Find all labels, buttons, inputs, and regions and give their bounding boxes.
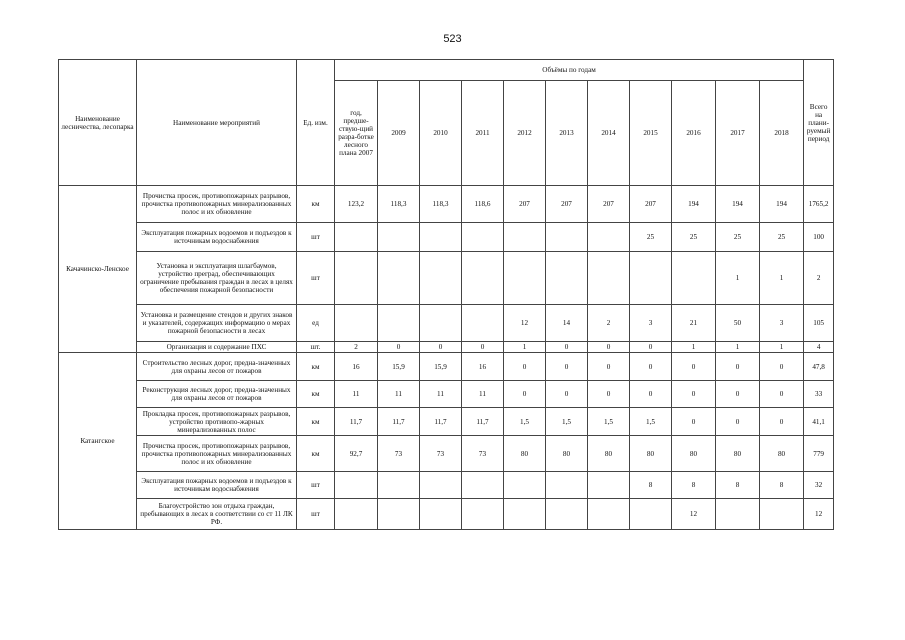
value-cell: 0 — [504, 381, 546, 408]
value-cell: 1 — [672, 342, 716, 353]
value-cell — [462, 223, 504, 252]
value-cell: 11,7 — [335, 408, 378, 436]
value-cell: 25 — [672, 223, 716, 252]
value-cell: 0 — [546, 353, 588, 381]
header-year: 2014 — [588, 81, 630, 186]
value-cell — [335, 252, 378, 305]
value-cell: 0 — [630, 353, 672, 381]
unit-cell: шт — [297, 499, 335, 530]
value-cell: 1,5 — [630, 408, 672, 436]
value-cell — [588, 223, 630, 252]
unit-cell: км — [297, 381, 335, 408]
value-cell — [378, 305, 420, 342]
value-cell: 0 — [716, 381, 760, 408]
value-cell — [588, 499, 630, 530]
value-cell: 14 — [546, 305, 588, 342]
value-cell: 118,3 — [420, 186, 462, 223]
value-cell — [504, 223, 546, 252]
measure-name: Реконструкция лесных дорог, предна-значенных для охраны лесов от пожаров — [137, 381, 297, 408]
value-cell: 12 — [504, 305, 546, 342]
value-cell — [462, 305, 504, 342]
value-cell: 0 — [630, 381, 672, 408]
value-cell: 0 — [462, 342, 504, 353]
value-cell: 118,6 — [462, 186, 504, 223]
value-cell: 73 — [378, 436, 420, 472]
value-cell: 73 — [462, 436, 504, 472]
value-cell: 50 — [716, 305, 760, 342]
value-cell — [335, 223, 378, 252]
value-cell: 0 — [672, 353, 716, 381]
value-cell: 0 — [378, 342, 420, 353]
value-cell: 11 — [378, 381, 420, 408]
table-row — [59, 186, 834, 223]
value-cell — [378, 223, 420, 252]
measure-name: Прочистка просек, противопожарных разрывов, прочистка противопожарных минерализованных полос и их обновление — [137, 436, 297, 472]
table-row — [59, 408, 834, 436]
value-cell: 80 — [546, 436, 588, 472]
value-cell — [760, 499, 804, 530]
value-cell — [630, 499, 672, 530]
measure-name: Прочистка просек, противопожарных разрывов, прочистка противопожарных минерализованных полос и их обновление — [137, 186, 297, 223]
table-row — [59, 353, 834, 381]
value-cell: 12 — [672, 499, 716, 530]
value-cell: 207 — [504, 186, 546, 223]
value-cell: 3 — [630, 305, 672, 342]
value-cell: 80 — [760, 436, 804, 472]
value-cell: 118,3 — [378, 186, 420, 223]
total-cell: 100 — [804, 223, 834, 252]
value-cell: 0 — [760, 408, 804, 436]
value-cell: 1 — [760, 252, 804, 305]
header-year: 2016 — [672, 81, 716, 186]
total-cell: 1765,2 — [804, 186, 834, 223]
value-cell: 15,9 — [378, 353, 420, 381]
value-cell — [546, 252, 588, 305]
value-cell: 21 — [672, 305, 716, 342]
header-year: 2012 — [504, 81, 546, 186]
header-prior-year: год, предше-ствую-щий разра-ботке лесного плана 2007 — [335, 81, 378, 186]
unit-cell: шт — [297, 223, 335, 252]
value-cell: 25 — [630, 223, 672, 252]
total-cell: 32 — [804, 472, 834, 499]
value-cell: 80 — [588, 436, 630, 472]
measure-name: Установка и эксплуатация шлагбаумов, устройство преград, обеспечивающих ограничение пребывания граждан в лесах в целях обеспечения пожарной безопасности — [137, 252, 297, 305]
value-cell — [420, 499, 462, 530]
header-total: Всего на плани-руемый период — [804, 60, 834, 186]
unit-cell: км — [297, 186, 335, 223]
header-year: 2015 — [630, 81, 672, 186]
value-cell — [378, 499, 420, 530]
value-cell: 0 — [504, 353, 546, 381]
value-cell: 1 — [716, 252, 760, 305]
unit-cell: км — [297, 436, 335, 472]
value-cell — [335, 499, 378, 530]
header-year: 2018 — [760, 81, 804, 186]
value-cell — [630, 252, 672, 305]
measure-name: Прокладка просек, противопожарных разрывов, устройство противопо-жарных минерализованных полос — [137, 408, 297, 436]
value-cell: 8 — [716, 472, 760, 499]
value-cell: 3 — [760, 305, 804, 342]
value-cell — [546, 223, 588, 252]
value-cell: 207 — [546, 186, 588, 223]
measure-name: Эксплуатация пожарных водоемов и подъездов к источникам водоснабжения — [137, 223, 297, 252]
total-cell: 779 — [804, 436, 834, 472]
value-cell: 194 — [716, 186, 760, 223]
dept-name: Катангское — [59, 353, 137, 530]
total-cell: 105 — [804, 305, 834, 342]
value-cell: 2 — [588, 305, 630, 342]
value-cell: 123,2 — [335, 186, 378, 223]
value-cell: 207 — [588, 186, 630, 223]
value-cell: 11 — [462, 381, 504, 408]
measure-name: Установка и размещение стендов и других знаков и указателей, содержащих информацию о мерах пожарной безопасности в лесах — [137, 305, 297, 342]
header-year: 2010 — [420, 81, 462, 186]
dept-name: Качачинско-Ленское — [59, 186, 137, 353]
header-volumes-by-year: Объёмы по годам — [335, 60, 804, 81]
table-row — [59, 305, 834, 342]
value-cell: 0 — [588, 381, 630, 408]
value-cell: 194 — [760, 186, 804, 223]
unit-cell: ед — [297, 305, 335, 342]
table-row — [59, 223, 834, 252]
header-year: 2009 — [378, 81, 420, 186]
value-cell: 0 — [420, 342, 462, 353]
value-cell — [378, 252, 420, 305]
unit-cell: км — [297, 353, 335, 381]
value-cell — [588, 252, 630, 305]
value-cell: 0 — [716, 353, 760, 381]
value-cell: 1 — [716, 342, 760, 353]
value-cell — [420, 252, 462, 305]
total-cell: 4 — [804, 342, 834, 353]
page-number: 523 — [443, 33, 462, 45]
value-cell — [504, 252, 546, 305]
value-cell — [716, 499, 760, 530]
table-row — [59, 499, 834, 530]
measure-name: Строительство лесных дорог, предна-значенных для охраны лесов от пожаров — [137, 353, 297, 381]
value-cell: 0 — [546, 381, 588, 408]
value-cell: 207 — [630, 186, 672, 223]
value-cell: 0 — [588, 342, 630, 353]
total-cell: 2 — [804, 252, 834, 305]
value-cell: 0 — [630, 342, 672, 353]
value-cell — [462, 499, 504, 530]
value-cell: 25 — [716, 223, 760, 252]
value-cell: 0 — [716, 408, 760, 436]
value-cell: 11,7 — [462, 408, 504, 436]
value-cell: 80 — [672, 436, 716, 472]
value-cell — [420, 223, 462, 252]
value-cell — [420, 472, 462, 499]
value-cell: 11 — [335, 381, 378, 408]
header-dept: Наименование лесничества, лесопарка — [59, 60, 137, 186]
unit-cell: км — [297, 408, 335, 436]
value-cell: 2 — [335, 342, 378, 353]
value-cell — [462, 472, 504, 499]
value-cell — [335, 305, 378, 342]
value-cell: 194 — [672, 186, 716, 223]
value-cell — [378, 472, 420, 499]
value-cell: 25 — [760, 223, 804, 252]
value-cell: 1,5 — [504, 408, 546, 436]
unit-cell: шт — [297, 472, 335, 499]
value-cell: 80 — [716, 436, 760, 472]
table-row — [59, 436, 834, 472]
value-cell — [504, 499, 546, 530]
value-cell — [462, 252, 504, 305]
value-cell — [504, 472, 546, 499]
value-cell — [420, 305, 462, 342]
value-cell — [672, 252, 716, 305]
value-cell: 16 — [462, 353, 504, 381]
unit-cell: шт — [297, 252, 335, 305]
value-cell: 11,7 — [420, 408, 462, 436]
total-cell: 33 — [804, 381, 834, 408]
value-cell: 0 — [588, 353, 630, 381]
value-cell: 8 — [760, 472, 804, 499]
value-cell: 80 — [630, 436, 672, 472]
header-year: 2011 — [462, 81, 504, 186]
value-cell: 15,9 — [420, 353, 462, 381]
value-cell — [546, 472, 588, 499]
measure-name: Благоустройство зон отдыха граждан, пребывающих в лесах в соответствии со ст 11 ЛК РФ. — [137, 499, 297, 530]
value-cell: 0 — [760, 353, 804, 381]
total-cell: 41,1 — [804, 408, 834, 436]
value-cell: 1 — [504, 342, 546, 353]
measure-name: Организация и содержание ПХС — [137, 342, 297, 353]
table-row — [59, 252, 834, 305]
value-cell: 1,5 — [546, 408, 588, 436]
value-cell: 11 — [420, 381, 462, 408]
value-cell: 0 — [672, 381, 716, 408]
table-row — [59, 472, 834, 499]
value-cell — [335, 472, 378, 499]
header-year: 2013 — [546, 81, 588, 186]
measure-name: Эксплуатация пожарных водоемов и подъездов к источникам водоснабжения — [137, 472, 297, 499]
value-cell: 0 — [546, 342, 588, 353]
value-cell: 92,7 — [335, 436, 378, 472]
value-cell: 1,5 — [588, 408, 630, 436]
unit-cell: шт. — [297, 342, 335, 353]
value-cell: 0 — [760, 381, 804, 408]
header-measure: Наименование мероприятий — [137, 60, 297, 186]
forest-fire-measures-table — [58, 59, 834, 530]
total-cell: 12 — [804, 499, 834, 530]
value-cell: 80 — [504, 436, 546, 472]
table-row — [59, 342, 834, 353]
total-cell: 47,8 — [804, 353, 834, 381]
header-unit: Ед. изм. — [297, 60, 335, 186]
value-cell: 8 — [630, 472, 672, 499]
value-cell: 11,7 — [378, 408, 420, 436]
value-cell — [546, 499, 588, 530]
value-cell: 8 — [672, 472, 716, 499]
table-row — [59, 381, 834, 408]
value-cell: 16 — [335, 353, 378, 381]
value-cell: 0 — [672, 408, 716, 436]
header-year: 2017 — [716, 81, 760, 186]
value-cell — [588, 472, 630, 499]
value-cell: 1 — [760, 342, 804, 353]
value-cell: 73 — [420, 436, 462, 472]
